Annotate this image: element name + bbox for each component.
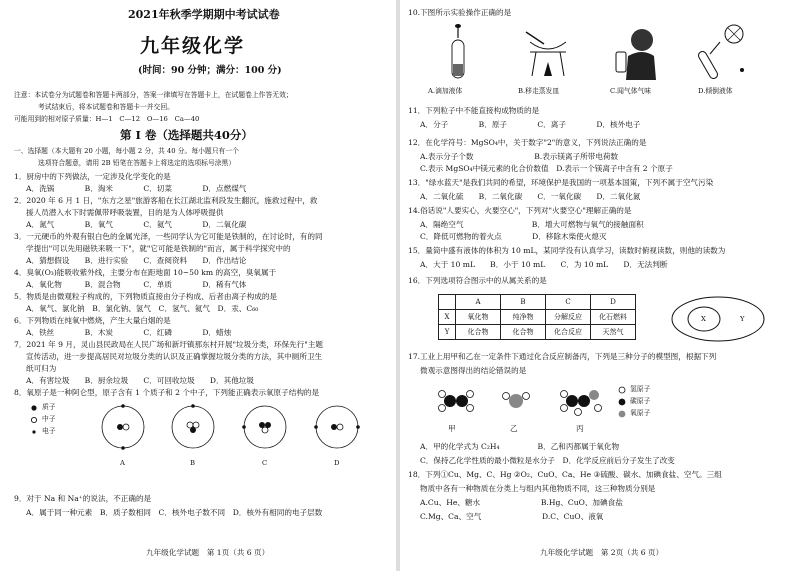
hydrogen-atom-icon	[618, 386, 626, 394]
question-line: 14.俗话说"人要实心，火要空心"，下列对"火要空心"理解正确的是	[408, 206, 632, 215]
question-line: 10.下图所示实验操作正确的是	[408, 8, 512, 17]
question-line: 15．量筒中盛有液体的体积为 10 mL，某同学没有认真学习，读数时俯视读数，则他的读数为	[408, 246, 726, 255]
option-line: C.表示 MgSO₄中镁元素的化合价数值 D.表示一个镁离子中含有 2 个原子	[420, 164, 673, 173]
table-cell: X	[439, 310, 456, 325]
table-cell	[439, 295, 456, 310]
question-line: 13．"绿水蓝天"是我们共同的希望，环境保护是我国的一项基本国策，下列不属于空气污染	[408, 178, 714, 187]
option-line: A．氧气、氯化钠 B．氯化钠、氢气 C．氢气、氦气 D．汞、C₆₀	[26, 304, 259, 313]
question-line: 宣传活动，进一步提高居民对垃圾分类的认识及正确掌握垃圾分类的方法，其中厕所卫生	[26, 352, 323, 361]
electron-icon	[30, 428, 38, 436]
table-cell: 化合物	[501, 325, 546, 340]
intro-line: 选项符合题意，请用 2B 铅笔在答题卡上将选定的选项标号涂黑）	[38, 159, 236, 167]
option-line: A．大于 10 mL B．小于 10 mL C．为 10 mL D．无法判断	[420, 260, 668, 269]
option-label: D.倾倒液体	[698, 87, 733, 95]
option-line: A．分子 B．原子 C．离子 D．核外电子	[420, 120, 641, 129]
question-line: 7．2021 年 9 月，灵山县民政局在人民广场和新圩镇那东村开展"垃圾分类，环保先行"主题	[14, 340, 323, 349]
question-line: 纸可归为	[26, 364, 57, 373]
question-line: 17.工业上用甲和乙在一定条件下通过化合反应制备丙，下列是三种分子的模型图，根据下列	[408, 352, 717, 361]
table-cell: C	[546, 295, 591, 310]
section-title: 第 Ⅰ 卷（选择题共40分）	[120, 128, 253, 142]
question-line: 11．下列粒子中不能直接构成物质的是	[408, 106, 540, 115]
oxygen-atom-icon	[618, 410, 626, 418]
evaporating-dish-picture	[518, 22, 578, 82]
table-cell: 化合反应	[546, 325, 591, 340]
question-line: 学提出"可以先用磁铁来吸一下"，就"它可能是铁制的"而言，属于科学探究中的	[26, 244, 291, 253]
question-line: 5．物质是由微观粒子构成的，下列物质直接由分子构成、后者由离子构成的是	[14, 292, 278, 301]
table-cell: A	[456, 295, 501, 310]
table-cell: 分解反应	[546, 310, 591, 325]
question-line: 16．下列选项符合图示中的从属关系的是	[408, 276, 547, 285]
intro-line: 一、选择题（本大题有 20 小题，每小题 2 分，共 40 分。每小题只有一个	[14, 147, 239, 155]
neutron-icon	[30, 416, 38, 424]
question-line: 援人员潜入水下时需佩带呼吸装置，目的是为人体呼吸提供	[26, 208, 224, 217]
option-line: A．氮气 B．氧气 C．氦气 D．二氧化碳	[26, 220, 247, 229]
option-line: A．甲的化学式为 C₂H₄ B．乙和丙都属于氧化物	[420, 442, 620, 451]
venn-label-x: X	[701, 315, 706, 323]
question-line: 12．在化学符号：MgSO₄中，关于数字"2"的意义，下列说法正确的是	[408, 138, 647, 147]
option-line: A．氧化物 B．混合物 C．单质 D．稀有气体	[26, 280, 247, 289]
mol-label: 乙	[510, 424, 518, 433]
question-line: 3．一元硬币的外观有银白色的金属光泽，一些同学认为它可能是铁制的，在讨论时，有的同	[14, 232, 323, 241]
legend-label: 质子	[42, 403, 56, 411]
atom-label: C	[262, 459, 268, 467]
option-line: C．保持乙化学性质的最小微粒是水分子 D．化学反应前后分子发生了改变	[420, 456, 675, 465]
question-line: 物质中各有一种物质在分类上与组内其他物质不同，这三种物质分别是	[420, 484, 656, 493]
option-line: A．洗锅 B．淘米 C．切菜 D．点燃煤气	[26, 184, 247, 193]
atom-diagram-d	[312, 402, 362, 452]
atom-diagram-a	[98, 402, 148, 452]
atom-label: A	[120, 459, 125, 467]
legend-label: 电子	[42, 427, 56, 435]
option-label: A.滴加液体	[428, 87, 463, 95]
option-line: A．猜想假设 B．进行实验 C．查阅资料 D．作出结论	[26, 256, 247, 265]
proton-icon	[30, 404, 38, 412]
exam-title: 2021年秋季学期期中考试试卷	[128, 8, 280, 21]
option-line: A.表示分子个数 B.表示镁离子所带电荷数	[420, 152, 619, 161]
venn-label-y: Y	[740, 315, 745, 323]
question-line: 4．臭氧(O₃)能吸收紫外线，主要分布在距地面 10~50 km 的高空，臭氧属于	[14, 268, 277, 277]
q16-table	[438, 294, 636, 340]
option-line: A．铁丝 B．木炭 C．红磷 D．蜡烛	[26, 328, 232, 337]
note-line: 注意：本试卷分为试题卷和答题卡两部分，答案一律填写在答题卡上，在试题卷上作答无效；	[14, 91, 293, 99]
subject-title: 九年级化学	[140, 35, 246, 57]
option-line: A．隔绝空气 B．增大可燃物与氧气的接触面积	[420, 220, 644, 229]
carbon-atom-icon	[618, 398, 626, 406]
atom-diagram-c	[240, 402, 290, 452]
table-cell: Y	[439, 325, 456, 340]
venn-diagram	[668, 294, 768, 344]
option-line: A．有害垃圾 B．厨余垃圾 C．可回收垃圾 D．其他垃圾	[26, 376, 254, 385]
page-2	[400, 0, 794, 571]
table-cell: D	[591, 295, 636, 310]
atom-label: D	[334, 459, 340, 467]
table-cell: 纯净物	[501, 310, 546, 325]
table-cell: 天然气	[591, 325, 636, 340]
table-cell: 化石燃料	[591, 310, 636, 325]
option-line: C．降低可燃物的着火点 D．移除木柴使火熄灭	[420, 232, 607, 241]
molecule-jia	[436, 388, 476, 414]
question-line: 6．下列物质在纯氧中燃烧，产生大量白烟的是	[14, 316, 171, 325]
atom-label: B	[190, 459, 195, 467]
mol-label: 甲	[448, 424, 456, 433]
pour-liquid-picture	[696, 20, 756, 82]
question-line: 微观示意图得出的结论错误的是	[420, 366, 527, 375]
option-line: A．属于同一种元素 B．质子数相同 C．核外电子数不同 D．核外有相同的电子层数	[26, 508, 323, 517]
question-line: 9．对于 Na 和 Na⁺的说法，不正确的是	[14, 494, 152, 503]
option-label: B.移走蒸发皿	[518, 87, 560, 95]
table-cell: 化合物	[456, 325, 501, 340]
page-footer: 九年级化学试题 第 1页（共 6 页）	[146, 548, 270, 557]
dropper-picture	[440, 24, 484, 82]
question-line: 1．厨房中的下列做法，一定涉及化学变化的是	[14, 172, 171, 181]
table-cell: 氧化物	[456, 310, 501, 325]
question-line: 8．氧原子是一种阿仑型，原子含有 1 个质子和 2 个中子，下列能正确表示氧原子结构的是	[14, 388, 320, 397]
molecule-yi	[496, 390, 536, 412]
table-cell: B	[501, 295, 546, 310]
legend-label: 中子	[42, 415, 56, 423]
question-line: 2．2020 年 6 月 1 日，"东方之星"旅游客船在长江湖北监利段发生翻沉，施救过程中，救	[14, 196, 318, 205]
atom-diagram-b	[168, 402, 218, 452]
option-line: C.Mg、Ca、空气 D.C、CuO、液氧	[420, 512, 604, 521]
exam-meta: (时间：90 分钟；满分：100 分)	[138, 65, 282, 76]
mol-label: 丙	[576, 424, 584, 433]
question-line: 18．下列①Cu、Mg、C、Hg ②O₂、CuO、Ca、He ③硫酸、碳水、加碘食盐、空气。三组	[408, 470, 722, 479]
note-line: 考试结束后，将本试题卷和答题卡一并交回。	[38, 103, 174, 111]
molecule-bing	[558, 386, 602, 416]
mol-legend-label: 碳原子	[630, 397, 651, 405]
note-line: 可能用到的相对原子质量：H—1 C—12 O—16 Ca—40	[14, 115, 200, 123]
mol-legend-label: 氢原子	[630, 385, 651, 393]
option-line: A．二氧化硫 B．二氧化碳 C．一氧化碳 D．二氧化氮	[420, 192, 641, 201]
page-footer: 九年级化学试题 第 2页（共 6 页）	[540, 548, 664, 557]
smell-gas-picture	[610, 22, 662, 82]
option-label: C.闻气体气味	[610, 87, 652, 95]
mol-legend-label: 氧原子	[630, 409, 651, 417]
option-line: A.Cu、He、糖水 B.Hg、CuO、加碘食盐	[420, 498, 623, 507]
